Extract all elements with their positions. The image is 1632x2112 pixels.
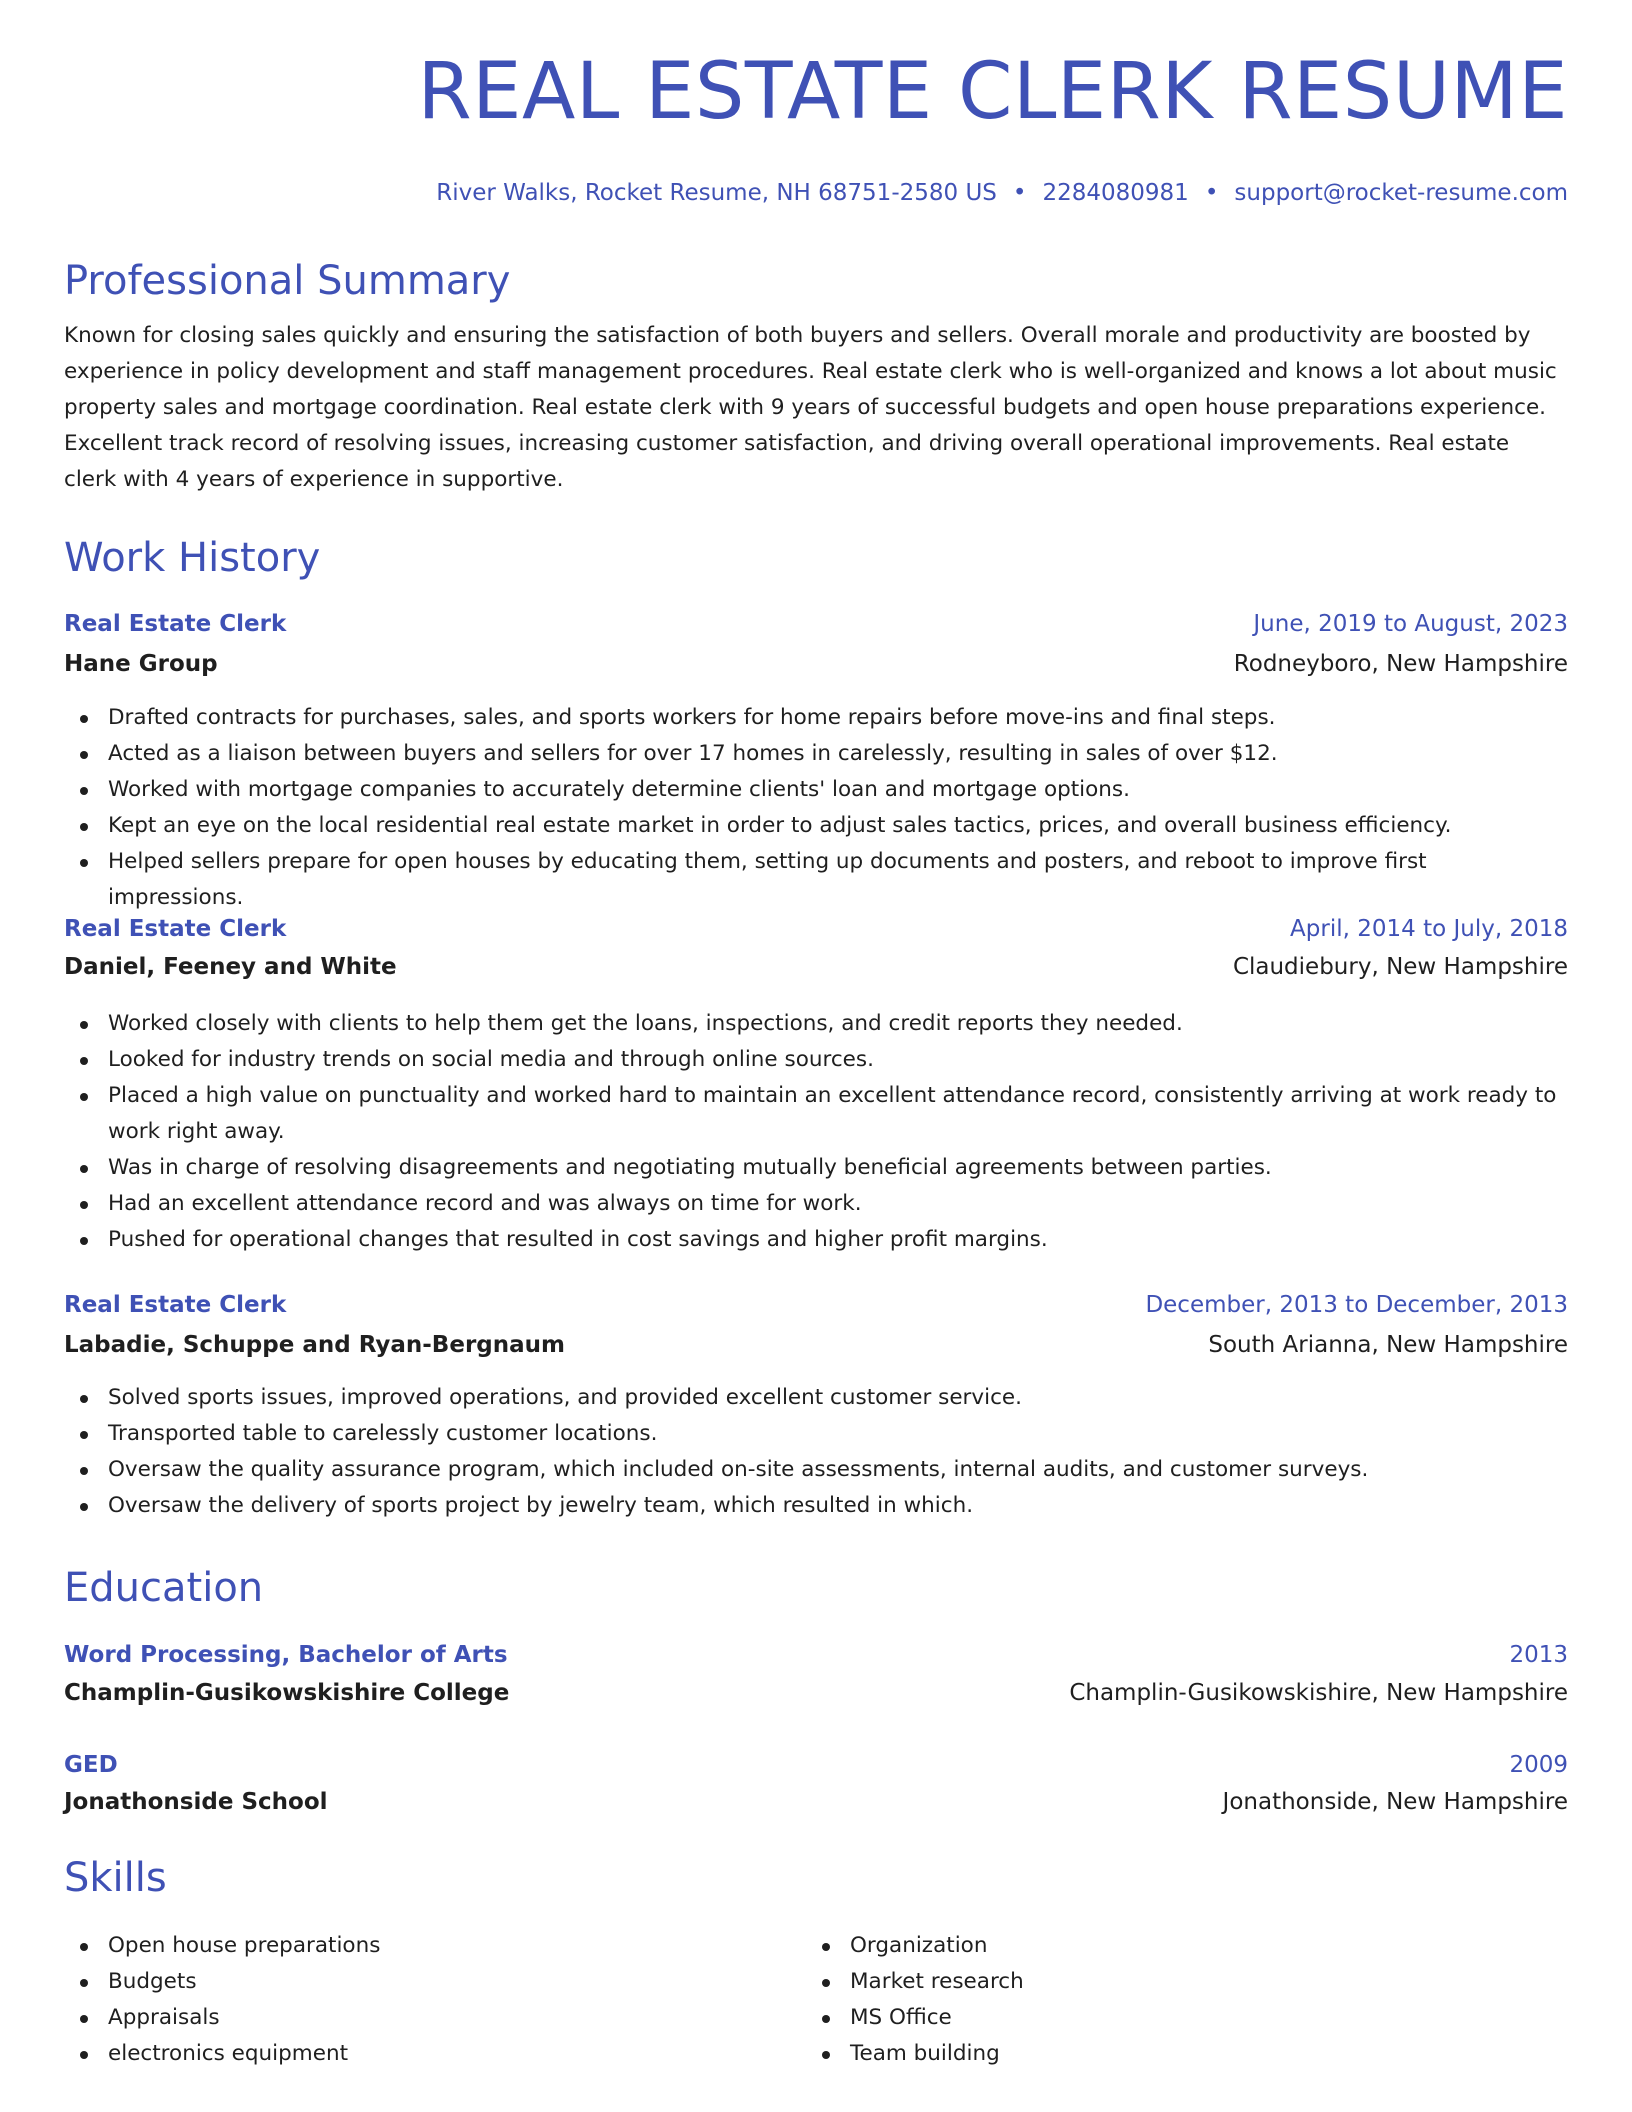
- skills-list-left: [64, 1928, 764, 2072]
- skills-list-right: [806, 1928, 1506, 2072]
- job-title: Real Estate Clerk: [64, 1292, 287, 1318]
- skill-item: Open house preparations: [64, 1928, 764, 1964]
- job-bullet: Acted as a liaison between buyers and sellers for over 17 homes in carelessly, resulting in sales of over $12.: [64, 736, 1568, 772]
- contact-email[interactable]: support@rocket-resume.com: [1234, 180, 1568, 206]
- job-bullet: Was in charge of resolving disagreements and negotiating mutually beneficial agreements between parties.: [64, 1150, 1568, 1186]
- education-degree: GED: [64, 1752, 118, 1778]
- contact-phone: 2284080981: [1042, 180, 1189, 206]
- job-dates: June, 2019 to August, 2023: [1253, 611, 1568, 637]
- job-dates: December, 2013 to December, 2013: [1145, 1292, 1568, 1318]
- job-bullet: Pushed for operational changes that resulted in cost savings and higher profit margins.: [64, 1222, 1568, 1258]
- job-bullets: [64, 700, 1568, 916]
- job-bullet: Kept an eye on the local residential real estate market in order to adjust sales tactics, prices, and overall business efficiency.: [64, 808, 1568, 844]
- job-subheader: [64, 954, 1568, 986]
- job-bullets: [64, 1006, 1568, 1258]
- skill-item: electronics equipment: [64, 2036, 764, 2072]
- education-school: Champlin-Gusikowskishire College: [64, 1680, 510, 1706]
- job-bullet: Oversaw the quality assurance program, which included on-site assessments, internal audits, and customer surveys.: [64, 1452, 1568, 1488]
- education-header: [64, 1642, 1568, 1674]
- job-bullet: Had an excellent attendance record and was always on time for work.: [64, 1186, 1568, 1222]
- summary-heading: Professional Summary: [64, 258, 511, 304]
- resume-title: REAL ESTATE CLERK RESUME: [417, 47, 1568, 137]
- work-history-heading: Work History: [64, 535, 321, 581]
- job-bullet: Worked closely with clients to help them get the loans, inspections, and credit reports they needed.: [64, 1006, 1568, 1042]
- job-bullet: Solved sports issues, improved operations, and provided excellent customer service.: [64, 1380, 1568, 1416]
- skill-item: Market research: [806, 1964, 1506, 2000]
- skill-item: Appraisals: [64, 2000, 764, 2036]
- job-company: Hane Group: [64, 651, 218, 677]
- education-year: 2009: [1509, 1752, 1568, 1778]
- job-header: [64, 611, 1568, 643]
- job-subheader: [64, 651, 1568, 683]
- job-subheader: [64, 1332, 1568, 1364]
- job-title: Real Estate Clerk: [64, 611, 287, 637]
- education-location: Jonathonside, New Hampshire: [1222, 1789, 1568, 1815]
- skills-heading: Skills: [64, 1855, 167, 1901]
- job-dates: April, 2014 to July, 2018: [1290, 916, 1568, 942]
- contact-separator: •: [1204, 180, 1219, 206]
- education-subheader: [64, 1789, 1568, 1821]
- contact-line: [436, 180, 1568, 206]
- education-subheader: [64, 1680, 1568, 1712]
- education-school: Jonathonside School: [64, 1789, 328, 1815]
- contact-address: River Walks, Rocket Resume, NH 68751-2580 US: [436, 180, 997, 206]
- education-year: 2013: [1509, 1642, 1568, 1668]
- job-bullet: Worked with mortgage companies to accurately determine clients' loan and mortgage options.: [64, 772, 1568, 808]
- contact-separator: •: [1012, 180, 1027, 206]
- job-bullet: Helped sellers prepare for open houses by educating them, setting up documents and posters, and reboot to improve first impressions.: [64, 844, 1568, 916]
- education-degree: Word Processing, Bachelor of Arts: [64, 1642, 508, 1668]
- summary-text: Known for closing sales quickly and ensuring the satisfaction of both buyers and sellers. Overall morale and productivity are boosted by experience in policy development and staff management procedures. Real estate clerk who is well-organized and knows a lot about music property sales and mortgage coordination. Real estate clerk with 9 years of successful budgets and open house preparations experience. Excellent track record of resolving issues, increasing customer satisfaction, and driving overall operational improvements. Real estate clerk with 4 years of experience in supportive.: [64, 323, 1557, 492]
- job-company: Daniel, Feeney and White: [64, 954, 397, 980]
- job-bullet: Placed a high value on punctuality and worked hard to maintain an excellent attendance record, consistently arriving at work ready to work right away.: [64, 1078, 1568, 1150]
- skill-item: Team building: [806, 2036, 1506, 2072]
- job-header: [64, 1292, 1568, 1324]
- job-bullet: Drafted contracts for purchases, sales, and sports workers for home repairs before move-ins and final steps.: [64, 700, 1568, 736]
- education-heading: Education: [64, 1565, 264, 1611]
- job-location: Rodneyboro, New Hampshire: [1233, 651, 1568, 677]
- skill-item: Budgets: [64, 1964, 764, 2000]
- job-bullet: Oversaw the delivery of sports project by jewelry team, which resulted in which.: [64, 1488, 1568, 1524]
- skill-item: MS Office: [806, 2000, 1506, 2036]
- job-location: South Arianna, New Hampshire: [1208, 1332, 1568, 1358]
- job-company: Labadie, Schuppe and Ryan-Bergnaum: [64, 1332, 565, 1358]
- job-bullet: Looked for industry trends on social media and through online sources.: [64, 1042, 1568, 1078]
- job-bullets: [64, 1380, 1568, 1524]
- job-header: [64, 916, 1568, 948]
- skill-item: Organization: [806, 1928, 1506, 1964]
- job-location: Claudiebury, New Hampshire: [1232, 954, 1568, 980]
- job-bullet: Transported table to carelessly customer locations.: [64, 1416, 1568, 1452]
- job-title: Real Estate Clerk: [64, 916, 287, 942]
- education-header: [64, 1752, 1568, 1784]
- education-location: Champlin-Gusikowskishire, New Hampshire: [1069, 1680, 1568, 1706]
